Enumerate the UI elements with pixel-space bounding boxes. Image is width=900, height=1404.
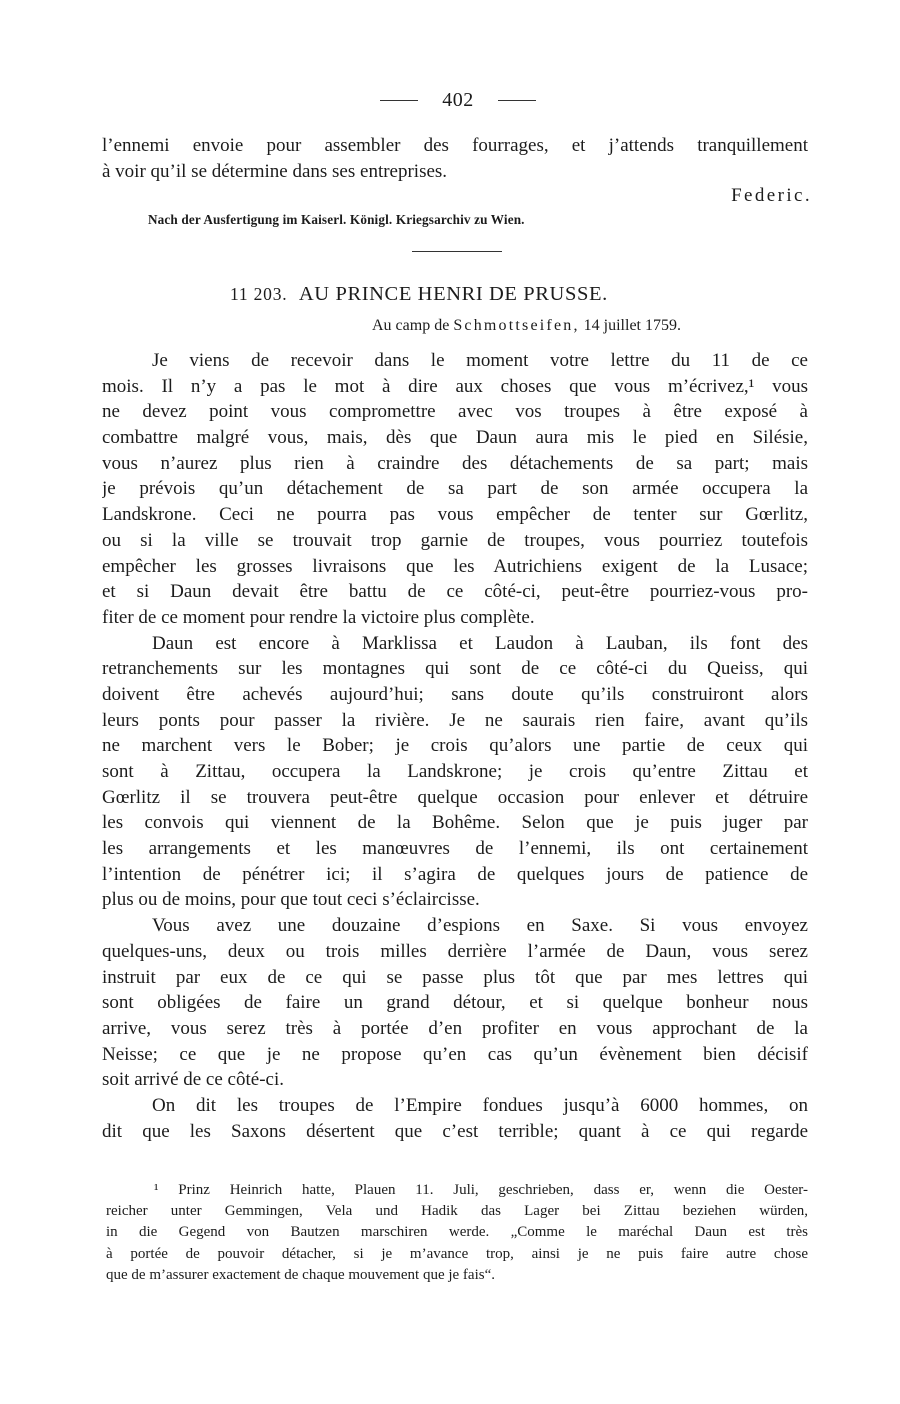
text-line: Gœrlitz il se trouvera peut-être quelque occasion pour enlever et détruire [102, 786, 808, 808]
page-number: 402 [442, 89, 474, 111]
text-line: Neisse; ce que je ne propose qu’en cas qu’un évènement bien décisif [102, 1043, 808, 1065]
footnote-line: que de m’assurer exactement de chaque mouvement que je fais“. [106, 1266, 495, 1283]
text-line: Landskrone. Ceci ne pourra pas vous empêcher de tenter sur Gœrlitz, [102, 504, 808, 526]
header-rule-right [498, 100, 536, 101]
text-line: Vous avez une douzaine d’espions en Saxe. Si vous envoyez [152, 915, 808, 937]
letter-number: 11 203. [230, 284, 288, 304]
text-line: dit que les Saxons désertent que c’est terrible; quant à ce qui regarde [102, 1120, 808, 1142]
footnotes [106, 1180, 808, 1286]
text-line: sont à Zittau, occupera la Landskrone; je crois qu’entre Zittau et [102, 761, 808, 782]
text-line: fiter de ce moment pour rendre la victoire plus complète. [102, 606, 535, 628]
footnote-line: reicher unter Gemmingen, Vela und Hadik das Lager bei Zittau beziehen würden, [106, 1203, 808, 1220]
text-line: quelques-uns, deux ou trois milles derrière l’armée de Daun, vous serez [102, 940, 808, 962]
text-line: ne marchent vers le Bober; je crois qu’alors une partie de ceux qui [102, 735, 808, 757]
text-line: l’intention de pénétrer ici; il s’agira de quelques jours de patience de [102, 863, 808, 885]
place-name: Schmottseifen, [453, 317, 580, 334]
signature: Federic. [731, 185, 812, 206]
text-line: Je viens de recevoir dans le moment votre lettre du 11 de ce [152, 350, 808, 371]
text-line: ne devez point vous compromettre avec vos troupes à être exposé à [102, 401, 808, 423]
text-line: les convois qui viennent de la Bohême. Selon que je puis juger par [102, 812, 808, 834]
text-line: leurs ponts pour passer la rivière. Je ne saurais rien faire, avant qu’ils [102, 709, 808, 731]
place-date: 14 juillet 1759. [583, 317, 681, 334]
text-line: combattre malgré vous, mais, dès que Daun aura mis le pied en Silésie, [102, 427, 808, 449]
text-line: instruit par eux de ce qui se passe plus tôt que par mes lettres qui [102, 966, 808, 988]
text-line: On dit les troupes de l’Empire fondues jusqu’à 6000 hommes, on [152, 1094, 808, 1116]
section-separator [412, 251, 502, 252]
text-line: soit arrivé de ce côté-ci. [102, 1069, 284, 1091]
text-line: sont obligées de faire un grand détour, et si quelque bonheur nous [102, 992, 808, 1014]
text-line: les arrangements et les manœuvres de l’ennemi, ils ont certainement [102, 838, 808, 860]
letter-place-date [372, 315, 681, 337]
text-line: arrive, vous serez très à portée d’en profiter en vous approchant de la [102, 1017, 808, 1039]
letter-heading [230, 281, 608, 307]
letter-title: AU PRINCE HENRI DE PRUSSE. [298, 283, 608, 305]
footnote-line: in die Gegend von Bautzen marschiren werde. „Comme le maréchal Daun est très [106, 1224, 808, 1241]
text-line: plus ou de moins, pour que tout ceci s’éclaircisse. [102, 889, 480, 911]
text-line: l’ennemi envoie pour assembler des fourrages, et j’attends tranquillement [102, 135, 808, 156]
letter-body [102, 348, 808, 1144]
text-line: doivent être achevés aujourd’hui; sans doute qu’ils construiront alors [102, 683, 808, 705]
text-line: Daun est encore à Marklissa et Laudon à Lauban, ils font des [152, 632, 808, 654]
text-line: empêcher les grosses livraisons que les Autrichiens exigent de la Lusace; [102, 555, 808, 577]
text-line: je prévois qu’un détachement de sa part de son armée occupera la [102, 478, 808, 500]
text-line: à voir qu’il se détermine dans ses entreprises. [102, 160, 448, 182]
text-line: vous n’aurez plus rien à craindre des détachements de sa part; mais [102, 452, 808, 474]
text-line: mois. Il n’y a pas le mot à dire aux choses que vous m’écrivez,¹ vous [102, 375, 808, 397]
continued-paragraph [102, 133, 808, 184]
footnote-line: ¹ Prinz Heinrich hatte, Plauen 11. Juli, geschrieben, dass er, wenn die Oester- [154, 1182, 808, 1198]
text-line: et si Daun devait être battu de ce côté-ci, peut-être pourriez-vous pro- [102, 581, 808, 603]
text-line: retranchements sur les montagnes qui sont de ce côté-ci du Queiss, qui [102, 658, 808, 680]
page-header [0, 88, 900, 114]
archive-note: Nach der Ausfertigung im Kaiserl. Königl. Kriegsarchiv zu Wien. [148, 212, 525, 227]
place-prefix: Au camp de [372, 317, 450, 334]
footnote-line: à portée de pouvoir détacher, si je m’avance trop, ainsi je ne puis faire autre chose [106, 1245, 808, 1262]
text-line: ou si la ville se trouvait trop garnie de troupes, vous pourriez toutefois [102, 529, 808, 551]
header-rule-left [380, 100, 418, 101]
